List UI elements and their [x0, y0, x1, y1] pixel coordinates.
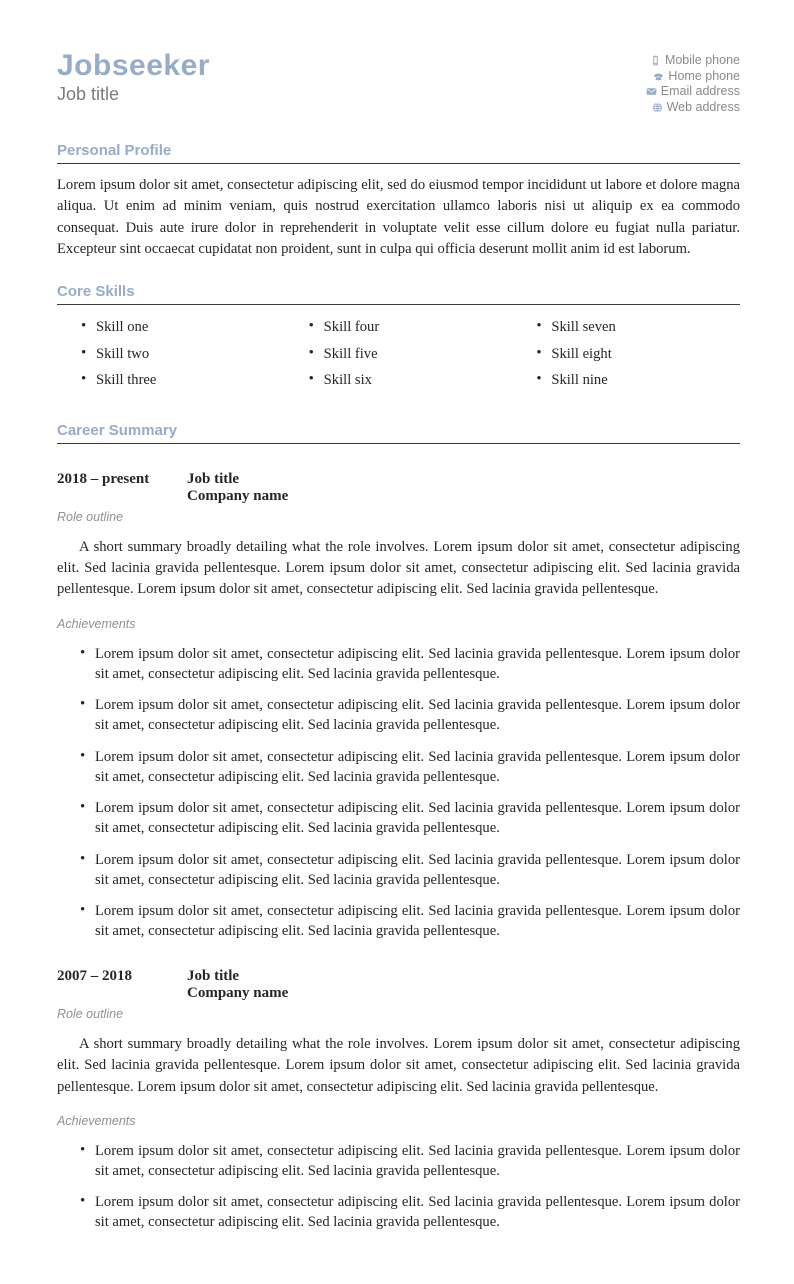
job-summary-text: A short summary broadly detailing what the role involves. Lorem ipsum dolor sit amet, consectetur adipiscing elit. Sed lacinia gravida pellentesque. Lorem ipsum dolor sit amet, consectetur adipiscing elit. Sed lacinia gravida pellentesque. Lorem ipsum dolor sit amet, consectetur adipiscing elit. Sed lacinia gravida pellentesque. — [57, 538, 740, 598]
home-phone-icon — [653, 71, 664, 82]
achievement-item: • Lorem ipsum dolor sit amet, consectetur adipiscing elit. Sed lacinia gravida pellentesque. Lorem ipsum dolor sit amet, consectetur adipiscing elit. Sed lacinia gravida pellentesque. — [95, 901, 740, 941]
achievement-item: • Lorem ipsum dolor sit amet, consectetur adipiscing elit. Sed lacinia gravida pellentesque. Lorem ipsum dolor sit amet, consectetur adipiscing elit. Sed lacinia gravida pellentesque. — [95, 1192, 740, 1232]
contact-label: Email address — [660, 84, 740, 98]
mobile-phone-icon — [650, 55, 661, 66]
header — [57, 50, 740, 115]
achievement-item: • Lorem ipsum dolor sit amet, consectetur adipiscing elit. Sed lacinia gravida pellentesque. Lorem ipsum dolor sit amet, consectetur adipiscing elit. Sed lacinia gravida pellentesque. — [95, 695, 740, 735]
contact-web — [646, 100, 740, 116]
skill-item: • Skill one — [81, 319, 285, 336]
skills-column-3 — [512, 319, 740, 399]
job-entry-2 — [57, 968, 740, 1232]
skill-item: • Skill six — [309, 372, 513, 389]
candidate-job-title: Job title — [57, 83, 120, 104]
section-career-summary — [57, 422, 740, 1233]
skill-item: • Skill three — [81, 372, 285, 389]
skills-column-1 — [57, 319, 285, 399]
achievement-item: • Lorem ipsum dolor sit amet, consectetur adipiscing elit. Sed lacinia gravida pellentesque. Lorem ipsum dolor sit amet, consectetur adipiscing elit. Sed lacinia gravida pellentesque. — [95, 644, 740, 684]
job-dates: 2018 – present — [57, 470, 150, 487]
skill-item: • Skill four — [309, 319, 513, 336]
identity-block — [57, 50, 210, 105]
contact-label: Mobile phone — [664, 53, 740, 67]
achievements-list — [57, 644, 740, 942]
web-address-icon — [652, 102, 663, 113]
achievements-label: Achievements — [57, 1113, 136, 1128]
role-outline-label: Role outline — [57, 509, 124, 524]
achievement-item: • Lorem ipsum dolor sit amet, consectetur adipiscing elit. Sed lacinia gravida pellentesque. Lorem ipsum dolor sit amet, consectetur adipiscing elit. Sed lacinia gravida pellentesque. — [95, 850, 740, 890]
skill-item: • Skill two — [81, 346, 285, 363]
job-dates: 2007 – 2018 — [57, 968, 132, 985]
achievement-item: • Lorem ipsum dolor sit amet, consectetur adipiscing elit. Sed lacinia gravida pellentesque. Lorem ipsum dolor sit amet, consectetur adipiscing elit. Sed lacinia gravida pellentesque. — [95, 798, 740, 838]
contact-info — [646, 53, 740, 115]
personal-profile-text: Lorem ipsum dolor sit amet, consectetur adipiscing elit, sed do eiusmod tempor incididunt ut labore et dolore magna aliqua. Ut enim ad minim veniam, quis nostrud exercitation ullamco laboris nisi ut aliquip ex ea commodo consequat. Duis aute irure dolor in reprehenderit in voluptate velit esse cillum dolore eu fugiat nulla pariatur. Excepteur sint occaecat cupidatat non proident, sunt in culpa qui officia deserunt mollit anim id est laborum. — [57, 177, 740, 257]
achievements-label: Achievements — [57, 616, 136, 631]
role-outline-label: Role outline — [57, 1007, 124, 1022]
achievement-item: • Lorem ipsum dolor sit amet, consectetur adipiscing elit. Sed lacinia gravida pellentesque. Lorem ipsum dolor sit amet, consectetur adipiscing elit. Sed lacinia gravida pellentesque. — [95, 747, 740, 787]
email-icon — [646, 86, 657, 97]
skills-column-2 — [285, 319, 513, 399]
job-title: Job title — [187, 470, 240, 487]
job-header — [57, 968, 740, 1002]
section-heading-personal-profile: Personal Profile — [57, 142, 740, 164]
section-core-skills — [57, 283, 740, 399]
skill-item: • Skill five — [309, 346, 513, 363]
contact-home-phone — [646, 69, 740, 85]
contact-email — [646, 84, 740, 100]
job-company: Company name — [187, 487, 289, 504]
section-heading-core-skills: Core Skills — [57, 283, 740, 305]
job-summary-text: A short summary broadly detailing what the role involves. Lorem ipsum dolor sit amet, consectetur adipiscing elit. Sed lacinia gravida pellentesque. Lorem ipsum dolor sit amet, consectetur adipiscing elit. Sed lacinia gravida pellentesque. Lorem ipsum dolor sit amet, consectetur adipiscing elit. Sed lacinia gravida pellentesque. — [57, 1036, 740, 1095]
job-title-block — [187, 968, 288, 1002]
candidate-name: Jobseeker — [57, 49, 210, 82]
skills-grid — [57, 319, 740, 399]
achievement-item: • Lorem ipsum dolor sit amet, consectetur adipiscing elit. Sed lacinia gravida pellentesque. Lorem ipsum dolor sit amet, consectetur adipiscing elit. Sed lacinia gravida pellentesque. — [95, 1141, 740, 1181]
job-title-block — [187, 471, 288, 505]
contact-mobile-phone — [646, 53, 740, 69]
section-personal-profile — [57, 142, 740, 260]
contact-label: Web address — [666, 99, 740, 114]
section-heading-career-summary: Career Summary — [57, 422, 740, 444]
contact-label: Home phone — [668, 68, 740, 83]
achievements-list — [57, 1141, 740, 1233]
skill-item: • Skill eight — [536, 346, 740, 363]
skill-item: • Skill seven — [536, 319, 740, 336]
job-company: Company name — [187, 985, 289, 1002]
job-entry-1 — [57, 471, 740, 941]
job-title: Job title — [187, 968, 240, 985]
skill-item: • Skill nine — [536, 372, 740, 389]
job-header — [57, 471, 740, 505]
